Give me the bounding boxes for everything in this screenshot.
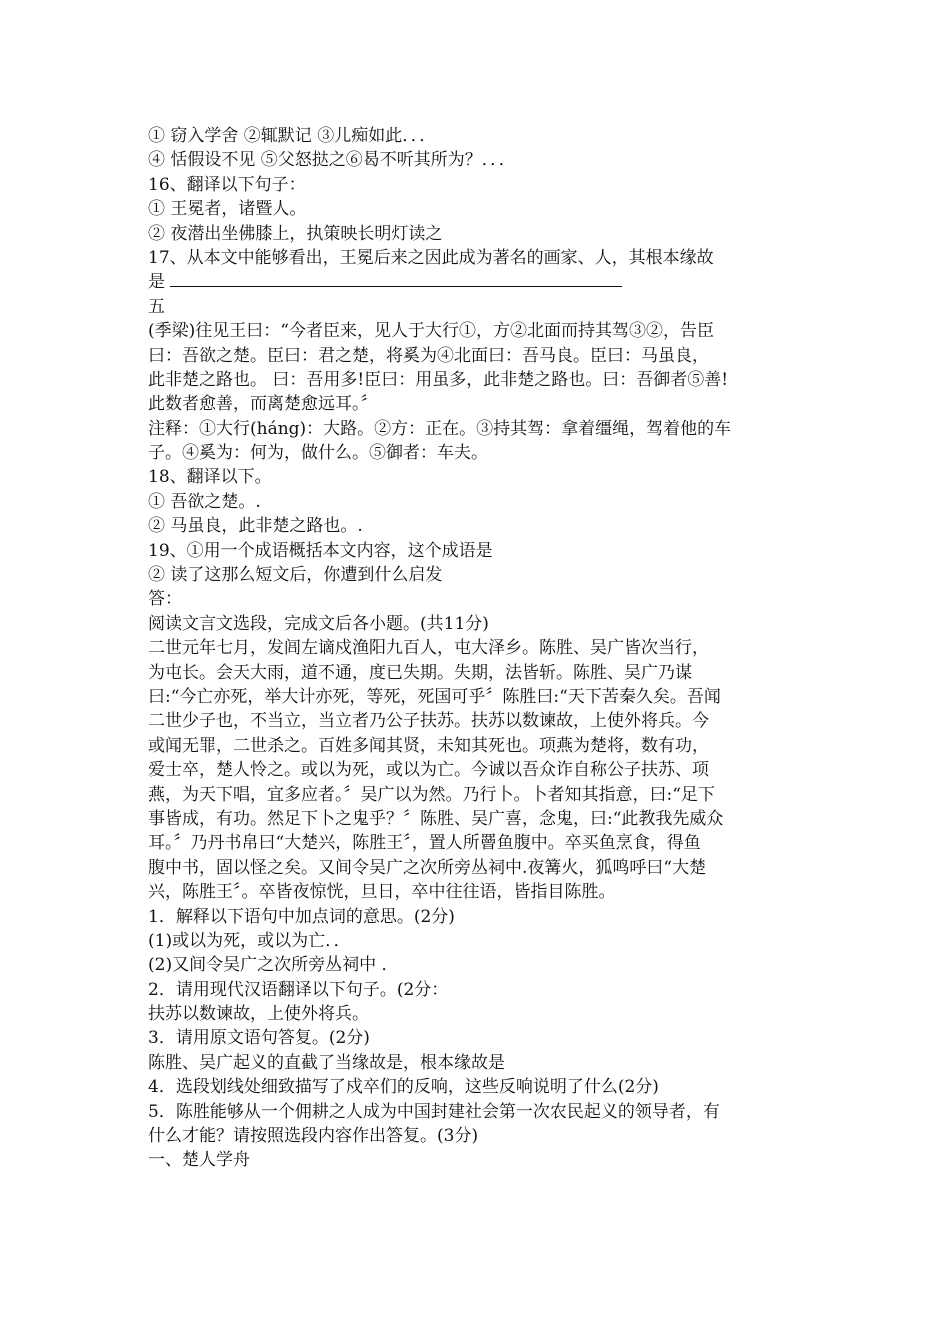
answer-blank bbox=[170, 272, 622, 287]
text-line: 兴，陈胜王〞。卒皆夜惊恍，旦日，卒中往往语，皆指目陈胜。 bbox=[148, 882, 616, 903]
text-line: 为屯长。会天大雨，道不通，度已失期。失期，法皆斩。陈胜、吴广乃谋 bbox=[148, 662, 692, 683]
text-line: 一、楚人学舟 bbox=[148, 1150, 250, 1171]
text-line: 事皆成，有功。然足下卜之鬼乎？〞陈胜、吴广喜，念鬼，曰:“此教我先威众 bbox=[148, 808, 724, 829]
text-line: 曰:“今亡亦死，举大计亦死，等死，死国可乎〞陈胜曰:“天下苦秦久矣。吾闻 bbox=[148, 686, 721, 707]
text-line: ① 王冕者，诸暨人。 bbox=[148, 199, 307, 220]
text-line: 19、①用一个成语概括本文内容，这个成语是 bbox=[148, 540, 493, 561]
text-line: 注释：①大行(háng)：大路。②方：正在。③持其驾：拿着缰绳，驾着他的车 bbox=[148, 418, 732, 439]
text-line: 5．陈胜能够从一个佣耕之人成为中国封建社会第一次农民起义的领导者，有 bbox=[148, 1101, 720, 1122]
text-line: 子。④奚为：何为，做什么。⑤御者：车夫。 bbox=[148, 443, 488, 464]
text-line: 耳。〞乃丹书帛曰“大楚兴，陈胜王〞，置人所罾鱼腹中。卒买鱼烹食，得鱼 bbox=[148, 833, 701, 854]
text-line: 扶苏以数谏故，上使外将兵。 bbox=[148, 1004, 369, 1025]
text-line: ② 夜潜出坐佛膝上，执策映长明灯读之 bbox=[148, 223, 443, 244]
text-line: (2)又间令吴广之次所旁丛祠中 ． bbox=[148, 955, 399, 976]
text-line: ④ 恬假设不见 ⑤父怒挞之⑥曷不听其所为？．．． bbox=[148, 150, 516, 171]
text-line: 1．解释以下语句中加点词的意思。(2分) bbox=[148, 906, 455, 927]
text-line: 此非楚之路也。 曰：吾用多!臣曰：用虽多，此非楚之路也。曰：吾御者⑤善! bbox=[148, 369, 729, 390]
text-line: 爱士卒，楚人怜之。或以为死，或以为亡。今诚以吾众诈自称公子扶苏、项 bbox=[148, 760, 709, 781]
text-line: ② 马虽良，此非楚之路也。. bbox=[148, 516, 363, 537]
text-line: 18、翻译以下。 bbox=[148, 467, 272, 488]
text-line: 陈胜、吴广起义的直截了当缘故是，根本缘故是 bbox=[148, 1052, 505, 1073]
text-line: 或闻无罪，二世杀之。百姓多闻其贤，未知其死也。项燕为楚将，数有功， bbox=[148, 735, 709, 756]
text-line: 腹中书，固以怪之矣。又间令吴广之次所旁丛祠中.夜篝火，狐鸣呼曰“大楚 bbox=[148, 857, 707, 878]
answer-line bbox=[148, 270, 808, 294]
text-line: ① 吾欲之楚。. bbox=[148, 491, 261, 512]
text-line: 16、翻译以下句子： bbox=[148, 174, 306, 195]
document-body bbox=[148, 124, 808, 1173]
text-line: 2．请用现代汉语翻译以下句子。(2分： bbox=[148, 979, 449, 1000]
text-line: 二世少子也，不当立，当立者乃公子扶苏。扶苏以数谏故，上使外将兵。今 bbox=[148, 711, 709, 732]
text-line: 答： bbox=[148, 589, 182, 610]
section-heading: 五 bbox=[148, 296, 165, 317]
text-line: ① 窃入学舍 ②辄默记 ③儿痴如此．．． bbox=[148, 126, 437, 146]
text-line: 3．请用原文语句答复。(2分) bbox=[148, 1028, 370, 1049]
text-line: 17、从本文中能够看出，王冕后来之因此成为著名的画家、人，其根本缘故 bbox=[148, 247, 714, 268]
text-line: 燕，为天下唱，宜多应者。〞吴广以为然。乃行卜。卜者知其指意，曰:“足下 bbox=[148, 784, 715, 805]
text-line: 什么才能？请按照选段内容作出答复。(3分) bbox=[148, 1126, 479, 1147]
text-line: ② 读了这那么短文后，你遭到什么启发 bbox=[148, 565, 443, 586]
text-line: (季梁)往见王曰：“今者臣来，见人于大行①，方②北面而持其驾③②，告臣 bbox=[148, 321, 714, 342]
text-line: (1)或以为死，或以为亡．． bbox=[148, 930, 351, 951]
text-line: 此数者愈善，而离楚愈远耳。〞 bbox=[148, 394, 378, 415]
text-line: 阅读文言文选段，完成文后各小题。(共11分) bbox=[148, 613, 489, 634]
text-line: 二世元年七月，发闾左谪戍渔阳九百人，屯大泽乡。陈胜、吴广皆次当行， bbox=[148, 638, 709, 659]
text-line: 4．选段划线处细致描写了戍卒们的反响，这些反响说明了什么(2分) bbox=[148, 1077, 659, 1098]
text-line: 是 bbox=[148, 272, 165, 293]
text-line: 曰：吾欲之楚。臣曰：君之楚，将奚为④北面曰：吾马良。臣曰：马虽良， bbox=[148, 345, 709, 366]
